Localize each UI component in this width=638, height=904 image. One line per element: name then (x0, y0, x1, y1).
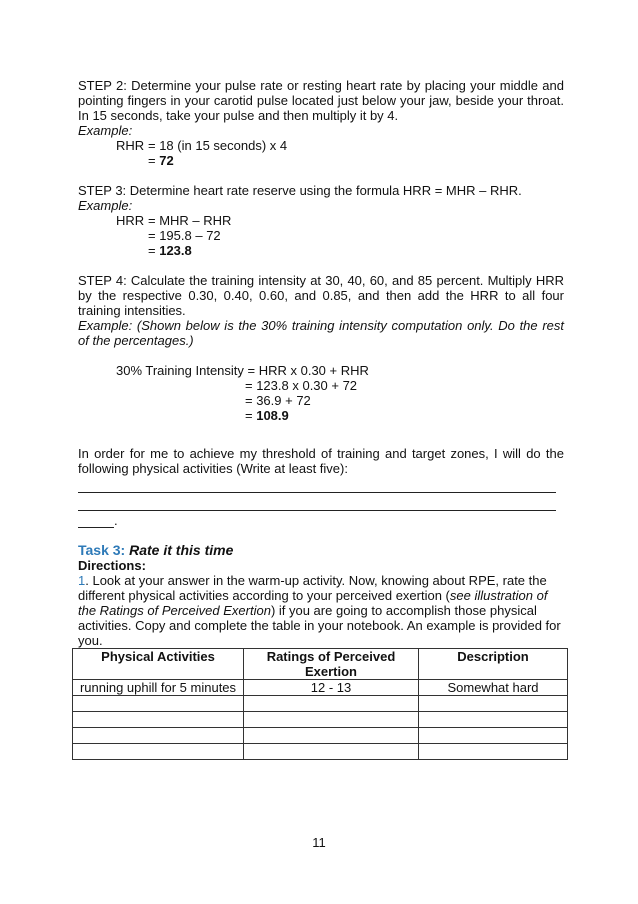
example-description: Somewhat hard (419, 680, 568, 696)
directions-label: Directions: (78, 558, 146, 573)
directions-number: 1 (78, 573, 86, 588)
header-physical-activities: Physical Activities (73, 649, 244, 680)
rhr-label: RHR (116, 138, 145, 153)
step2-result-prefix: = (148, 153, 160, 168)
answer-line-3-period: . (114, 513, 118, 528)
table-cell[interactable] (419, 728, 568, 744)
directions-post: ) if you are going to accomplish those physical activities. Copy and complete the table in your notebook. An example is provided for you. (78, 603, 561, 648)
step2-rhr-line (78, 138, 564, 153)
step3-example-label: Example: (78, 198, 133, 213)
step4-text: STEP 4: Calculate the training intensity at 30, 40, 60, and 85 percent. Multiply HRR by the respective 0.30, 0.40, 0.60, and 0.85, and then add the HRR to all four training intensities. (78, 273, 564, 318)
table-cell[interactable] (73, 744, 244, 760)
table-row (73, 680, 568, 696)
ti-line-2 (78, 378, 564, 393)
step4-example-text: Example: (Shown below is the 30% training intensity computation only. Do the rest of the percentages.) (78, 318, 564, 348)
directions-pre: . Look at your answer in the warm-up activity. Now, knowing about RPE, rate the different physical activities according to your perceived exertion ( (78, 573, 547, 603)
task3-title: Task 3: (78, 542, 126, 558)
ti-line-3 (78, 393, 564, 408)
directions-italic: see illustration of the Ratings of Perceived Exertion (78, 588, 548, 618)
table-cell[interactable] (244, 744, 419, 760)
step2-text: STEP 2: Determine your pulse rate or resting heart rate by placing your middle and pointing fingers in your carotid pulse located just below your jaw, beside your throat. In 15 seconds, take your pulse and then multiply it by 4. (78, 78, 564, 123)
step4-result-prefix: = (245, 408, 257, 423)
ti-result-line (78, 408, 564, 423)
threshold-text: In order for me to achieve my threshold of training and target zones, I will do the following physical activities (Write at least five): (78, 446, 564, 476)
table-cell[interactable] (419, 696, 568, 712)
table-cell[interactable] (73, 712, 244, 728)
step2-example-label: Example: (78, 123, 133, 138)
rpe-table (72, 648, 568, 760)
answer-line-3-row (78, 513, 564, 528)
task3-subtitle: Rate it this time (129, 542, 234, 558)
step3-result-line (78, 243, 564, 258)
table-cell[interactable] (73, 696, 244, 712)
header-ratings: Ratings of Perceived Exertion (244, 649, 419, 680)
step2-result-line (78, 153, 564, 168)
step4-result: 108.9 (256, 408, 289, 423)
training-intensity-sum: = 36.9 + 72 (245, 393, 311, 408)
answer-line-2[interactable] (78, 496, 556, 511)
step3-hrr-line (78, 213, 564, 228)
table-row (73, 696, 568, 712)
document-page (78, 78, 564, 760)
answer-line-1[interactable] (78, 478, 556, 493)
table-row (73, 728, 568, 744)
table-cell[interactable] (419, 712, 568, 728)
page-number: 11 (312, 835, 326, 850)
example-rating: 12 - 13 (244, 680, 419, 696)
training-intensity-substitution: = 123.8 x 0.30 + 72 (245, 378, 358, 393)
hrr-label: HRR (116, 213, 145, 228)
table-cell[interactable] (244, 696, 419, 712)
table-cell[interactable] (244, 712, 419, 728)
table-row (73, 744, 568, 760)
training-intensity-formula: 30% Training Intensity = HRR x 0.30 + RHR (116, 363, 369, 378)
table-row (73, 712, 568, 728)
directions-text (78, 573, 564, 648)
step3-result: 123.8 (159, 243, 192, 258)
table-cell[interactable] (419, 744, 568, 760)
step3-result-prefix: = (148, 243, 160, 258)
table-cell[interactable] (244, 728, 419, 744)
table-header-row (73, 649, 568, 680)
step2-result: 72 (159, 153, 174, 168)
ti-line-1 (78, 363, 564, 378)
hrr-formula: = MHR – RHR (148, 213, 232, 228)
example-activity: running uphill for 5 minutes (73, 680, 244, 696)
step3-line2 (78, 228, 564, 243)
answer-line-3[interactable] (78, 514, 114, 528)
table-cell[interactable] (73, 728, 244, 744)
rhr-expression: = 18 (in 15 seconds) x 4 (148, 138, 288, 153)
header-description: Description (419, 649, 568, 680)
step3-text: STEP 3: Determine heart rate reserve using the formula HRR = MHR – RHR. (78, 183, 522, 198)
task3-heading (78, 543, 564, 558)
hrr-substitution: = 195.8 – 72 (148, 228, 221, 243)
